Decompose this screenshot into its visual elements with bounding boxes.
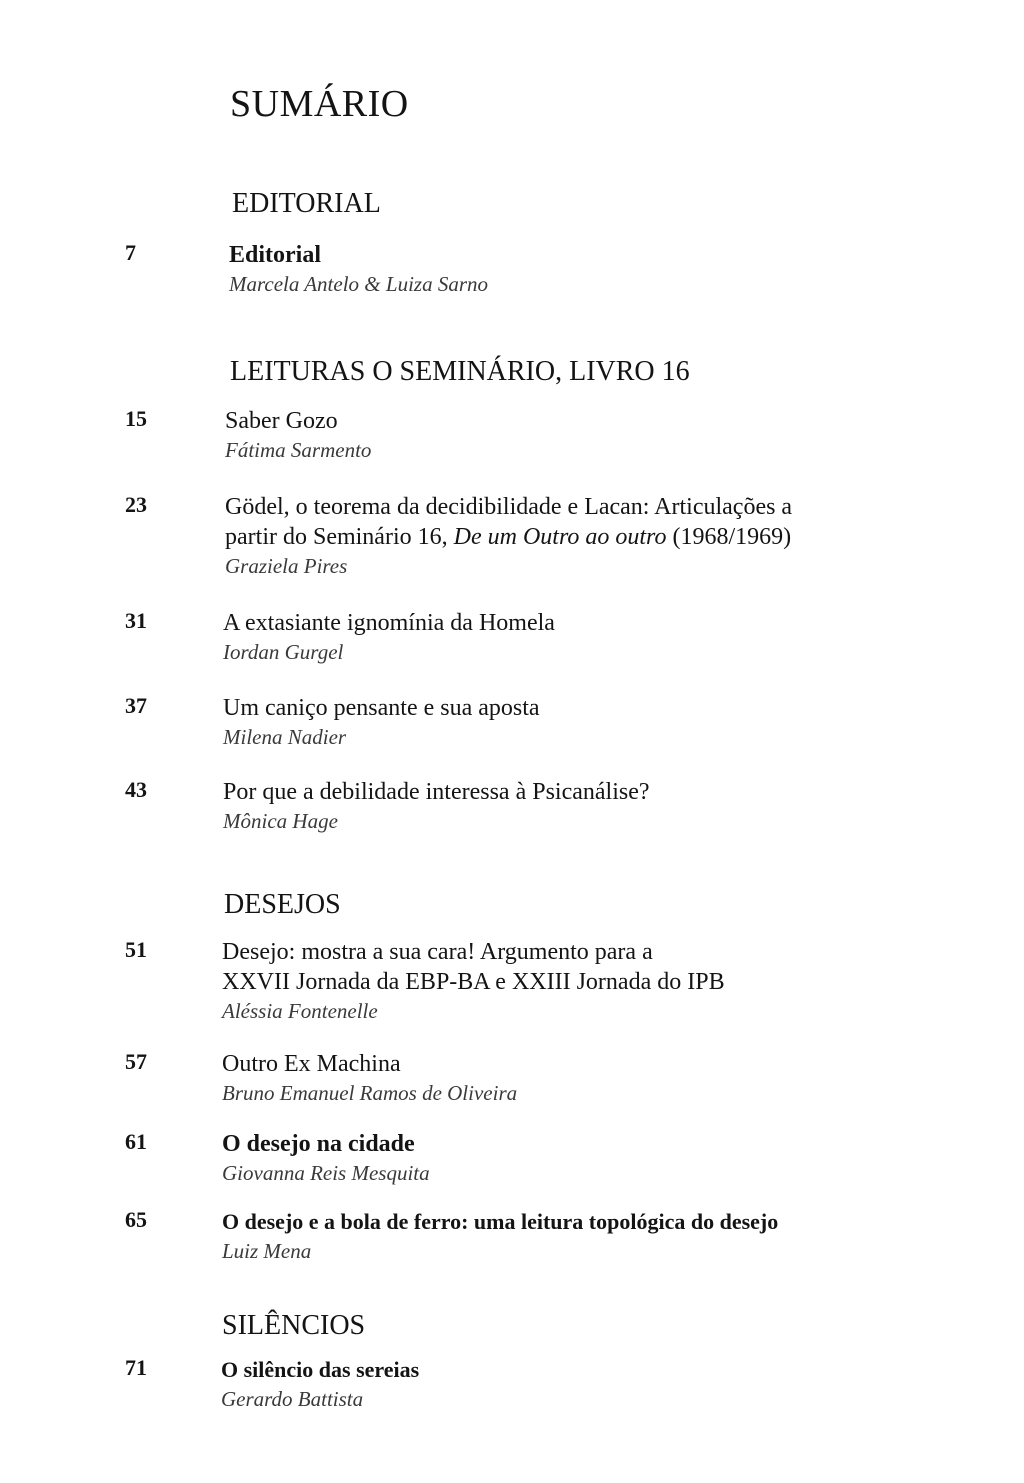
entry-title-text: (1968/1969) [666,524,792,550]
section-heading-editorial: EDITORIAL [232,188,381,219]
entry-title: Um caniço pensante e sua aposta [223,695,540,721]
entry-author: Iordan Gurgel [223,640,344,664]
entry-title: Editorial [229,242,322,268]
page-number: 15 [125,406,147,431]
entry-author: Gerardo Battista [221,1387,364,1411]
entry-author: Aléssia Fontenelle [222,999,378,1023]
entry-author: Mônica Hage [223,809,338,833]
entry-title-line-1: Desejo: mostra a sua cara! Argumento para a [222,939,653,965]
entry-author: Luiz Mena [222,1239,312,1263]
page-number: 65 [125,1207,147,1232]
page-number: 43 [125,777,147,802]
page-number: 23 [125,492,147,517]
entry-author: Fátima Sarmento [225,438,372,462]
page-number: 31 [125,608,147,633]
page-number: 57 [125,1049,147,1074]
entry-title: O silêncio das sereias [221,1357,420,1382]
entry-title: Saber Gozo [225,408,338,434]
entry-title-text: partir do Seminário 16, [225,524,454,550]
page-title: SUMÁRIO [230,83,409,125]
entry-title: Outro Ex Machina [222,1051,401,1077]
entry-title: A extasiante ignomínia da Homela [223,610,555,636]
entry-author: Giovanna Reis Mesquita [222,1161,430,1185]
entry-title-line-2: XXVII Jornada da EBP-BA e XXIII Jornada do IPB [222,969,725,995]
page-number: 7 [125,240,136,265]
page-number: 71 [125,1355,147,1380]
section-heading-leituras: LEITURAS O SEMINÁRIO, LIVRO 16 [230,356,690,387]
entry-title-italic: De um Outro ao outro [453,524,667,550]
entry-title-line-1: Gödel, o teorema da decidibilidade e Lacan: Articulações a [225,494,793,520]
section-heading-silencios: SILÊNCIOS [222,1310,366,1341]
page-number: 61 [125,1129,147,1154]
entry-title: O desejo na cidade [222,1131,415,1157]
section-heading-desejos: DESEJOS [224,889,341,920]
page-number: 37 [125,693,147,718]
entry-author: Milena Nadier [223,725,347,749]
entry-title-line-2 [225,522,915,552]
entry-author: Graziela Pires [225,554,348,578]
entry-title: Por que a debilidade interessa à Psicanálise? [223,779,650,805]
entry-author: Bruno Emanuel Ramos de Oliveira [222,1081,518,1105]
entry-title: O desejo e a bola de ferro: uma leitura topológica do desejo [222,1209,779,1234]
entry-author: Marcela Antelo & Luiza Sarno [229,272,488,296]
page-number: 51 [125,937,147,962]
